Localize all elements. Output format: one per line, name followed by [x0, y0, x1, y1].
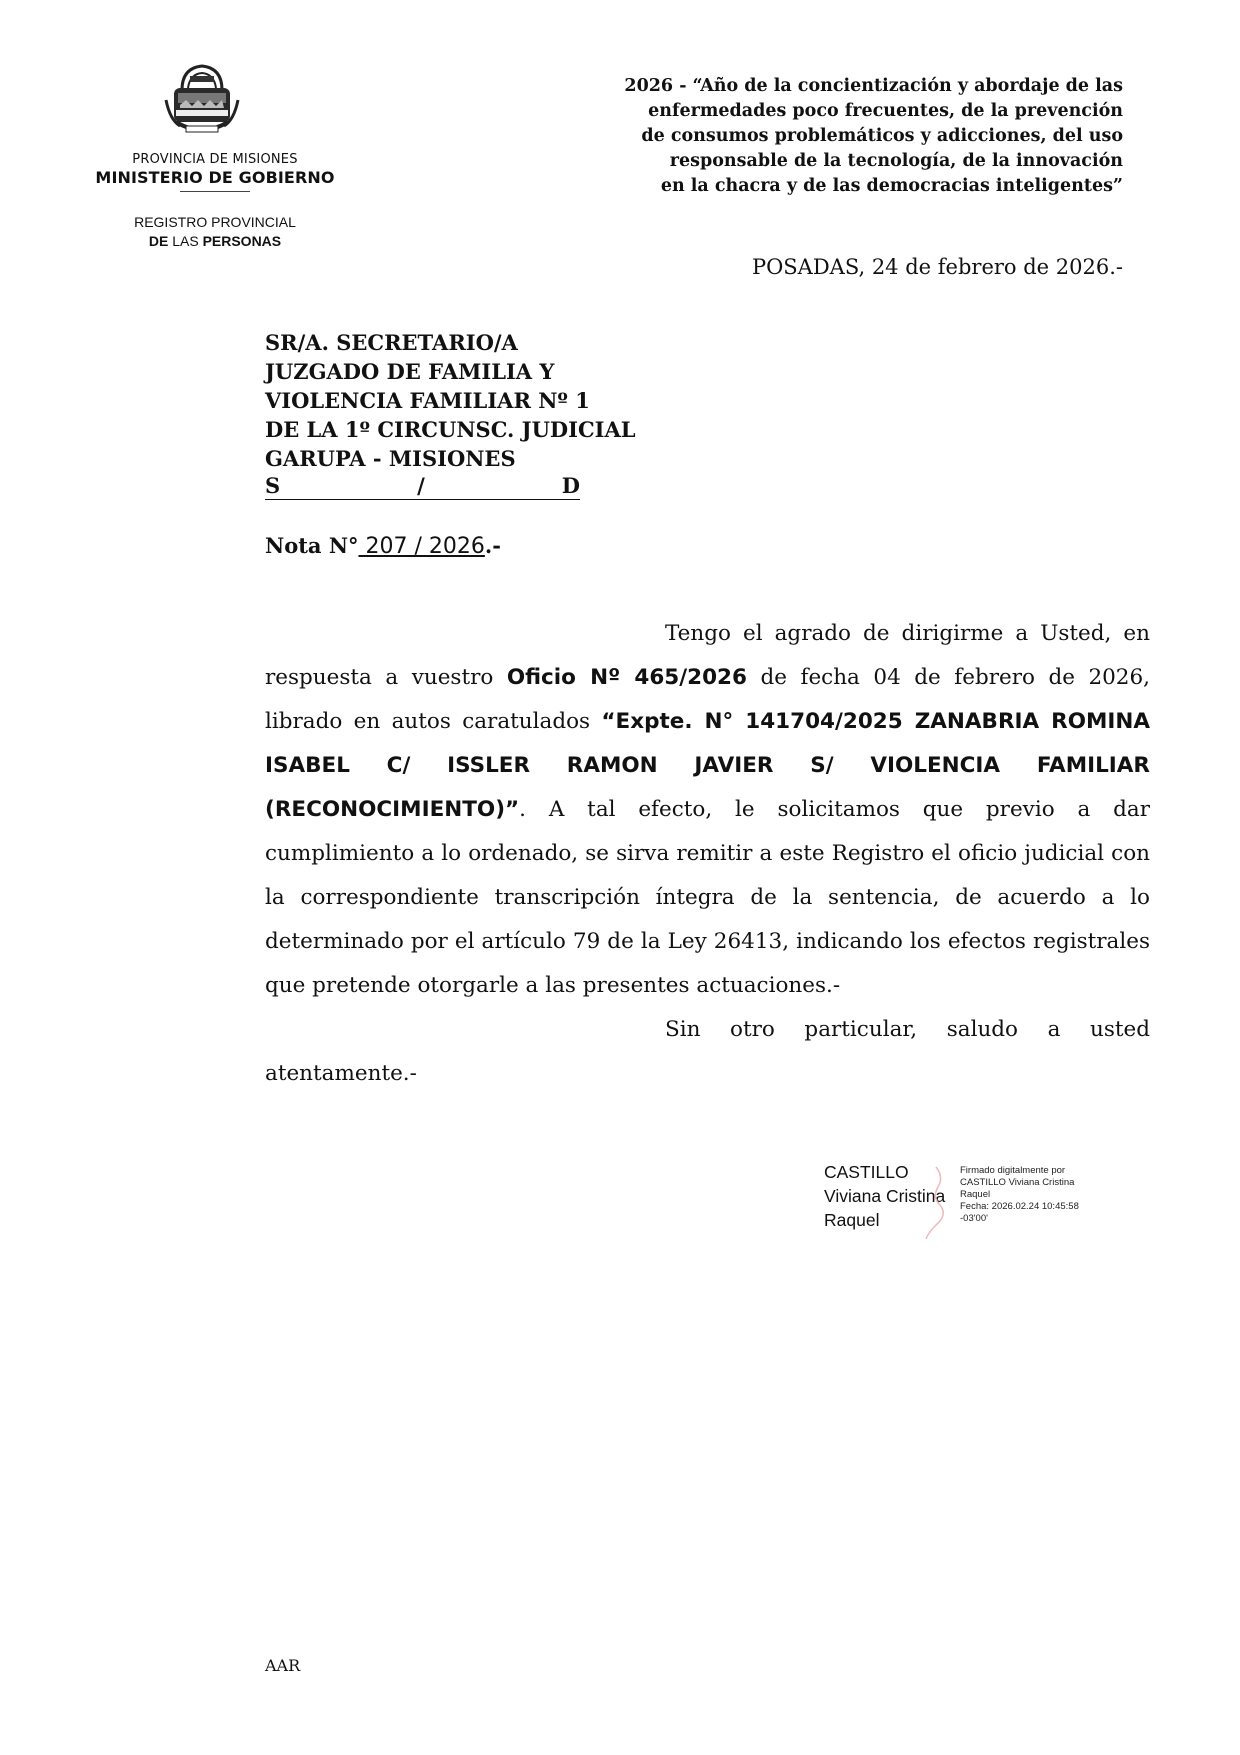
letter-body	[265, 612, 1150, 1096]
province-name: PROVINCIA DE MISIONES	[132, 152, 298, 167]
signer-name: CASTILLO Viviana Cristina Raquel	[824, 1162, 946, 1230]
body-paragraph-2: Sin otro particular, saludo a usted atentamente.-	[265, 1017, 1150, 1086]
typist-initials: AAR	[265, 1656, 301, 1675]
note-number: Nota N° 207 / 2026.-	[265, 533, 501, 559]
province-seal-icon	[160, 60, 244, 138]
sd-line: S / D	[265, 473, 580, 498]
registry-line-2: DE LAS PERSONAS	[148, 233, 282, 249]
signature-metadata: Firmado digitalmente por CASTILLO Viviana Cristina Raquel Fecha: 2026.02.24 10:45:58 -03'00'	[960, 1165, 1079, 1224]
addressee-line: VIOLENCIA FAMILIAR Nº 1	[265, 388, 590, 413]
addressee-line: JUZGADO DE FAMILIA Y	[265, 359, 555, 384]
registry-line-1: REGISTRO PROVINCIAL	[134, 214, 296, 230]
digital-signature-icon	[918, 1163, 958, 1241]
addressee-block	[265, 328, 636, 500]
document-date: POSADAS, 24 de febrero de 2026.-	[751, 255, 1123, 279]
logo-divider	[180, 191, 250, 192]
addressee-line: GARUPA - MISIONES	[265, 446, 516, 471]
year-motto: 2026 - “Año de la concientización y abordaje de las enfermedades poco frecuentes, de la prevención de consumos problemáticos y adicciones, del uso responsable de la tecnología, de la innovación en la chacra y de las democracias inteligentes”	[624, 76, 1123, 196]
ministry-name: MINISTERIO DE GOBIERNO	[95, 168, 335, 187]
body-paragraph-1: Tengo el agrado de dirigirme a Usted, en respuesta a vuestro Oficio Nº 465/2026 de fecha 04 de febrero de 2026, librado en autos caratulados “Expte. N° 141704/2025 ZANABRIA ROMINA ISABEL C/ ISSLER RAMON JAVIER S/ VIOLENCIA FAMILIAR (RECONOCIMIENTO)”. A tal efecto, le solicitamos que previo a dar cumplimiento a lo ordenado, se sirva remitir a este Registro el oficio judicial con la correspondiente transcripción íntegra de la sentencia, de acuerdo a lo determinado por el artículo 79 de la Ley 26413, indicando los efectos registrales que pretende otorgarle a las presentes actuaciones.-	[265, 621, 1150, 998]
addressee-line: SR/A. SECRETARIO/A	[265, 330, 518, 355]
addressee-line: DE LA 1º CIRCUNSC. JUDICIAL	[265, 417, 636, 442]
